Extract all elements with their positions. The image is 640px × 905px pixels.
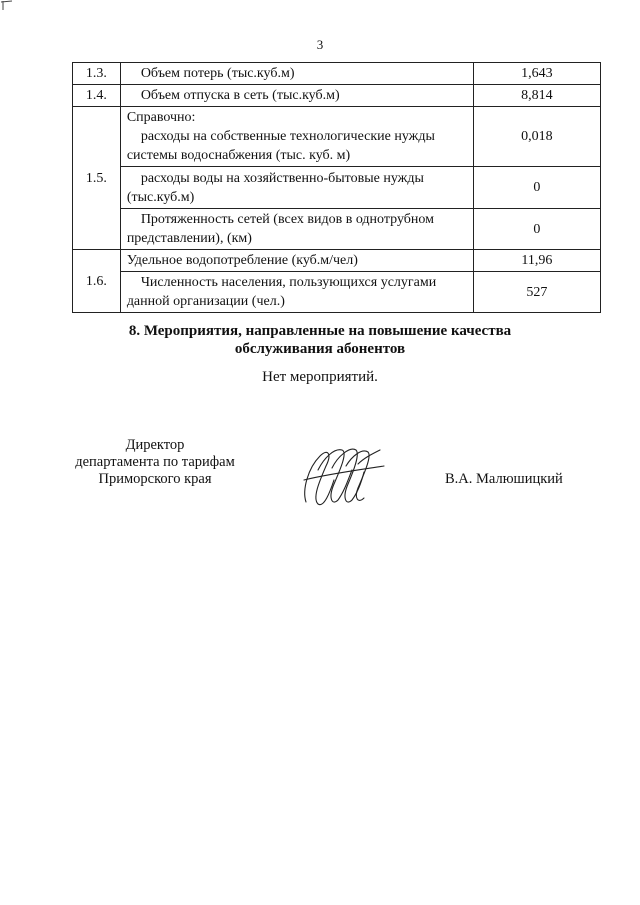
section-heading-line: обслуживания абонентов: [234, 341, 406, 357]
table-row: [73, 250, 601, 272]
indicators-table: [72, 62, 601, 313]
handwritten-signature: [298, 440, 388, 510]
row-description: Объем отпуска в сеть (тыс.куб.м): [120, 85, 473, 107]
corner-mark: [0, 0, 14, 12]
signer-position-line: Приморского края: [98, 471, 212, 487]
row-value: 8,814: [473, 85, 600, 107]
row-description-text: расходы на собственные технологические нужды системы водоснабжения (тыс. куб. м): [126, 129, 435, 163]
row-description: расходы воды на хозяйственно-бытовые нужды (тыс.куб.м): [120, 167, 473, 209]
row-number: 1.6.: [73, 250, 121, 313]
signer-name: В.А. Малюшицкий: [445, 471, 563, 487]
signer-position: [60, 437, 250, 488]
section-heading-line: 8. Мероприятия, направленные на повышение качества: [128, 323, 512, 339]
table-row: [73, 85, 601, 107]
table-row: [73, 107, 601, 167]
table-row: [73, 272, 601, 313]
row-description: Протяженность сетей (всех видов в однотрубном представлении), (км): [120, 209, 473, 250]
reference-label: Справочно:: [126, 110, 196, 125]
row-value: 0: [473, 167, 600, 209]
table-row: [73, 209, 601, 250]
page-number: 3: [316, 37, 324, 52]
row-number: 1.5.: [73, 107, 121, 250]
section-heading: [0, 322, 640, 358]
signer-position-line: департамента по тарифам: [75, 454, 235, 470]
row-value: 527: [473, 272, 600, 313]
row-value: 1,643: [473, 63, 600, 85]
table-row: [73, 63, 601, 85]
row-description: Объем потерь (тыс.куб.м): [120, 63, 473, 85]
row-description: Удельное водопотребление (куб.м/чел): [120, 250, 473, 272]
row-number: 1.4.: [73, 85, 121, 107]
row-description: [120, 107, 473, 167]
row-value: 0: [473, 209, 600, 250]
table-row: [73, 167, 601, 209]
row-description: Численность населения, пользующихся услугами данной организации (чел.): [120, 272, 473, 313]
row-value: 0,018: [473, 107, 600, 167]
row-number: 1.3.: [73, 63, 121, 85]
row-value: 11,96: [473, 250, 600, 272]
section-text: Нет мероприятий.: [262, 369, 378, 385]
signer-position-line: Директор: [125, 437, 185, 453]
